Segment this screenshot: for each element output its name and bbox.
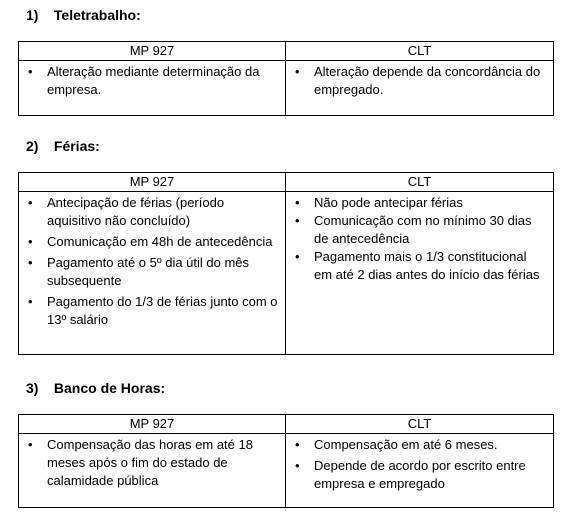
- list-item: • Compensação em até 6 meses.: [286, 436, 547, 454]
- list-item: • Depende de acordo por escrito entre empresa e empregado: [286, 457, 547, 493]
- cell-clt: [286, 434, 554, 508]
- section-heading-ferias: [26, 138, 100, 154]
- list-item: • Comunicação em 48h de antecedência: [19, 233, 279, 251]
- list-item: • Comunicação com no mínimo 30 dias de antecedência: [286, 212, 547, 248]
- comparison-table-teletrabalho: [18, 41, 554, 116]
- comparison-table-ferias: [18, 172, 554, 355]
- cell-mp927: [19, 61, 286, 116]
- section-title: Banco de Horas:: [53, 380, 166, 396]
- section-number: 1): [26, 7, 39, 23]
- list-item: • Alteração mediante determinação da empresa.: [19, 63, 279, 99]
- comparison-table-banco-de-horas: [18, 414, 554, 508]
- list-item: • Pagamento mais o 1/3 constitucional em até 2 dias antes do início das férias: [286, 248, 547, 284]
- list-item: • Pagamento do 1/3 de férias junto com o 13º salário: [19, 293, 279, 329]
- column-header-mp927: MP 927: [19, 173, 286, 192]
- section-title: Férias:: [53, 138, 100, 154]
- section-title: Teletrabalho:: [53, 7, 141, 23]
- section-number: 2): [26, 138, 39, 154]
- list-item: • Antecipação de férias (período aquisitivo não concluído): [19, 194, 279, 230]
- list-item: • Não pode antecipar férias: [286, 194, 547, 212]
- list-item: • Compensação das horas em até 18 meses após o fim do estado de calamidade pública: [19, 436, 279, 490]
- column-header-clt: CLT: [286, 42, 554, 61]
- list-item: • Alteração depende da concordância do empregado.: [286, 63, 547, 99]
- cell-clt: [286, 61, 554, 116]
- cell-mp927: [19, 434, 286, 508]
- section-heading-teletrabalho: [26, 7, 141, 23]
- cell-clt: [286, 192, 554, 355]
- cell-mp927: [19, 192, 286, 355]
- column-header-clt: CLT: [286, 173, 554, 192]
- list-item: • Pagamento até o 5º dia útil do mês subsequente: [19, 254, 279, 290]
- section-heading-banco-de-horas: [26, 380, 165, 396]
- column-header-clt: CLT: [286, 415, 554, 434]
- column-header-mp927: MP 927: [19, 42, 286, 61]
- section-number: 3): [26, 380, 39, 396]
- column-header-mp927: MP 927: [19, 415, 286, 434]
